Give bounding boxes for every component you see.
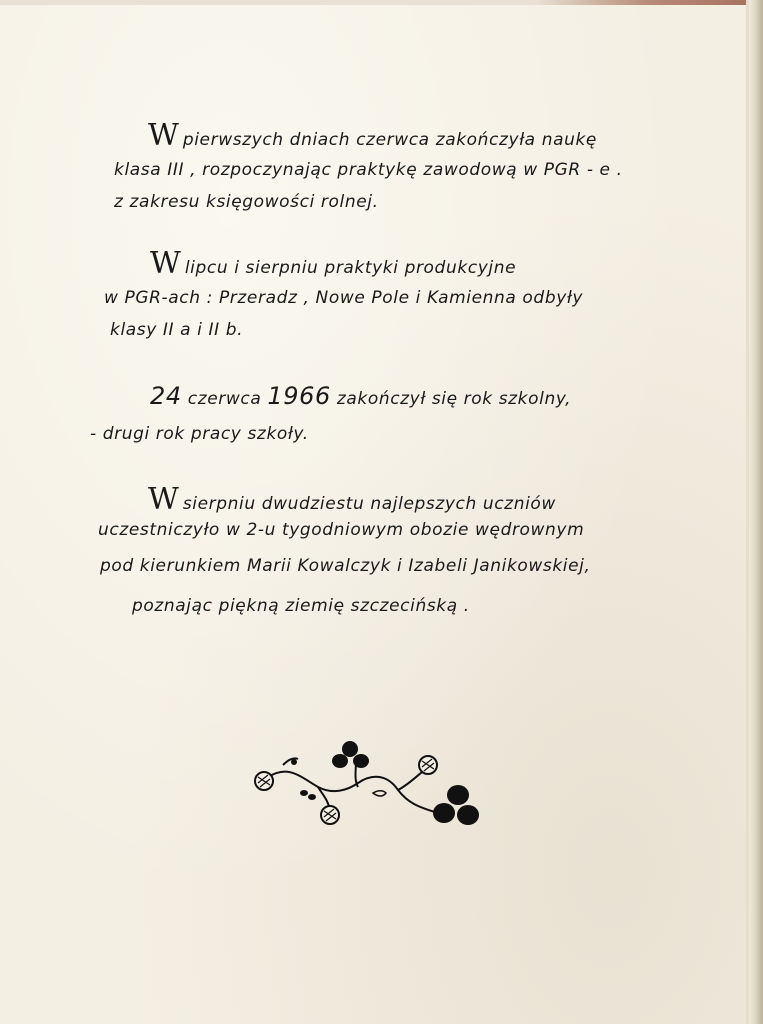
paragraph-3-line-1: 24 czerwca 1966 zakończył się rok szkolny, [150,382,572,410]
paragraph-4-line-1: W sierpniu dwudziestu najlepszych uczniów [148,482,556,517]
drop-cap: W [148,118,177,153]
drop-cap: W [150,246,179,281]
page-top-edge [0,0,763,5]
paragraph-3-line-2: - drugi rok pracy szkoły. [90,424,309,444]
page-right-edge [749,0,763,1024]
paragraph-2-line-2: w PGR-ach : Przeradz , Nowe Pole i Kamienna odbyły [104,288,584,308]
paragraph-2-line-1: W lipcu i sierpniu praktyki produkcyjne [150,246,517,281]
paragraph-1-line-2: klasa III , rozpoczynając praktykę zawodową w PGR - e . [114,160,623,180]
paragraph-1-line-1: W pierwszych dniach czerwca zakończyła naukę [148,118,597,153]
paragraph-4-line-4: poznając piękną ziemię szczecińską . [132,596,470,616]
date-day: 24 [150,382,182,410]
clover-sprig-icon [248,735,488,845]
paragraph-1-line-3: z zakresu księgowości rolnej. [114,192,379,212]
drop-cap: W [148,482,177,517]
paragraph-2-line-3: klasy II a i II b. [110,320,244,340]
paragraph-4-line-3: pod kierunkiem Marii Kowalczyk i Izabeli Janikowskiej, [100,556,591,576]
paragraph-4-line-2: uczestniczyło w 2-u tygodniowym obozie wędrownym [98,520,585,540]
date-year: 1966 [267,382,331,410]
